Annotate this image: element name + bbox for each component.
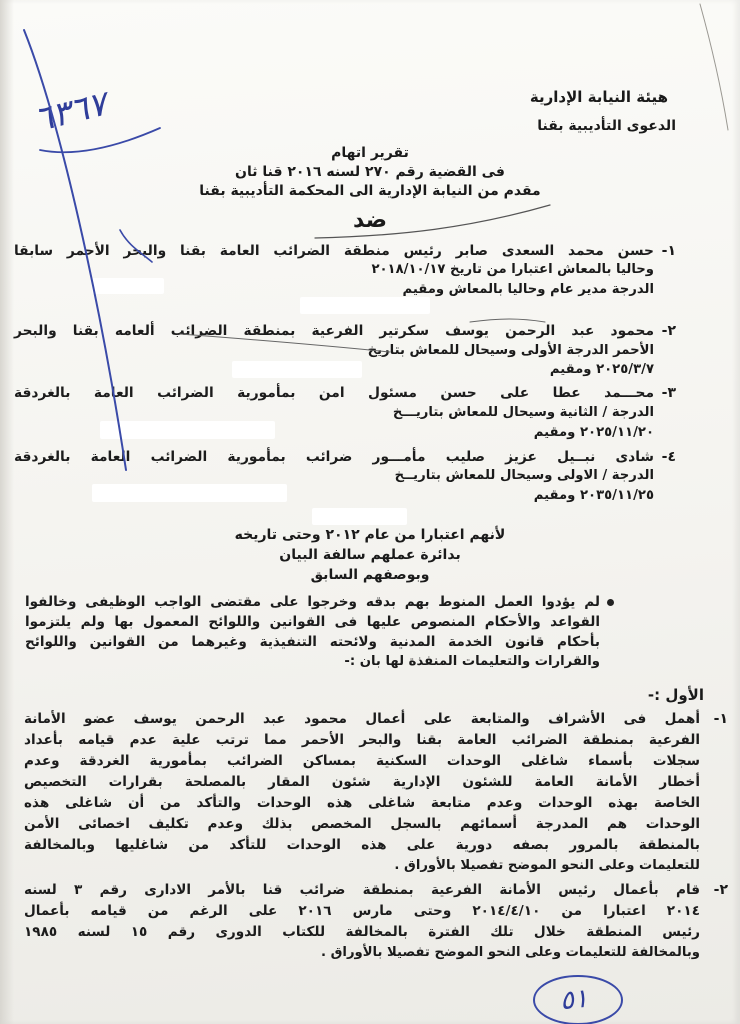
paragraph-line: والقرارات والتعليمات المنفذة لها بان :- — [344, 654, 600, 669]
handwritten-number: ٦٣٦٧ — [30, 83, 111, 141]
defendant-number: ٤- — [661, 449, 676, 465]
item-number: ٢- — [713, 882, 728, 898]
pen-stroke — [470, 319, 545, 322]
defendant-line: محـــمد عطا على حسن مسئول امن بمأمورية الضرائب العامة بالغردقة — [14, 385, 654, 401]
org-name: هيئة النيابة الإدارية — [529, 88, 668, 106]
defendant-line: الدرجة / الاولى وسيحال للمعاش بتاريــخ — [394, 468, 654, 483]
item-line: رئيس المنطقة خلال تلك الفترة بالمخالفة للكتاب الدورى رقم ١٥ لسنه ١٩٨٥ — [24, 924, 700, 940]
defendant-number: ٣- — [661, 385, 676, 401]
pen-underline — [40, 128, 160, 152]
item-line: وبالمخالفة للتعليمات وعلى النحو الموضح تفصيلا بالأوراق . — [321, 945, 700, 960]
pen-stroke — [180, 334, 390, 352]
case-number: فى القضية رقم ٢٧٠ لسنه ٢٠١٦ قنا ثان — [235, 164, 505, 180]
item-line: للتعليمات وعلى النحو الموضح تفصيلا بالأوراق . — [394, 858, 700, 873]
role-line: وبوصفهم السابق — [310, 567, 430, 583]
defendant-line: شادى نبــيل عزيز صليب مأمـــور ضرائب بمأمورية الضرائب العامة بالغردقة — [14, 449, 654, 465]
item-number: ١- — [713, 711, 728, 727]
defendant-line: حسن محمد السعدى صابر رئيس منطقة الضرائب العامة بقنا والبحر الأحمر سابقا — [14, 243, 654, 259]
item-line: أخطار الأمانة العامة للشئون الإدارية شئون المقار بالمصلحة بقرارات التخصيص — [24, 774, 700, 790]
pen-stroke — [315, 205, 550, 238]
page-fold-line — [700, 4, 728, 130]
item-line: بالمنطقة بالمرور بصفه دورية على هذه الوحدات للتأكد من شاغليها وبالمخالفة — [24, 837, 700, 853]
handwritten-page-number: ٥١ — [558, 983, 590, 1017]
item-line: أهمل فى الأشراف والمتابعة على أعمال محمود عبد الرحمن يوسف عضو الأمانة — [24, 711, 700, 727]
defendant-line: ٢٠٢٥/١١/٢٠ ومقيم — [533, 425, 654, 440]
item-line: ٢٠١٤ اعتبارا من ٢٠١٤/٤/١٠ وحتى مارس ٢٠١٦ على الرغم من قيامه بأعمال — [24, 903, 700, 919]
defendant-line: الأحمر الدرجة الأولى وسيحال للمعاش بتاريخ — [367, 343, 654, 358]
period-line: لأنهم اعتبارا من عام ٢٠١٢ وحتى تاريخه — [234, 527, 506, 543]
item-line: الفرعية بمنطقة الضرائب العامة بقنا والبحر الأحمر مما ترتب علية عدم قيامه بأعداد — [24, 732, 700, 748]
defendant-number: ١- — [661, 243, 676, 259]
defendant-line: الدرجة مدير عام وحاليا بالمعاش ومقيم — [402, 282, 654, 297]
item-line: قام بأعمال رئيس الأمانة الفرعية بمنطقة ضرائب قنا بالأمر الادارى رقم ٣ لسنه — [24, 882, 700, 898]
defendant-line: الدرجة / الثانية وسيحال للمعاش بتاريـــخ — [392, 405, 654, 420]
defendant-line: ٢٠٢٥/٣/٧ ومقيم — [549, 362, 654, 377]
report-heading: تقرير اتهام — [331, 145, 409, 161]
department-name: الدعوى التأديبية بقنا — [537, 118, 676, 134]
item-line: الخاصة بهذه الوحدات وعدم متابعة شاغلى هذه الوحدات والتأكد من أن شاغلى هذه — [24, 795, 700, 811]
scope-line: بدائرة عملهم سالفة البيان — [279, 547, 461, 563]
against-label: ضد — [353, 208, 387, 233]
item-line: الوحدات هم المدرجة أسمائهم بالسجل المخصص بذلك وعدم تكليف اخصائى الأمن — [24, 816, 700, 832]
paragraph-line: لم يؤدوا العمل المنوط بهم بدقه وخرجوا على مقتضى الواجب الوظيفى وخالفوا — [25, 594, 600, 610]
item-line: سجلات بأسماء شاغلى الوحدات السكنية بمساكن الضرائب بمأمورية الغردقة وعدم — [24, 753, 700, 769]
pen-circle — [534, 976, 622, 1024]
defendant-line: محمود عبد الرحمن يوسف سكرتير الفرعية بمنطقة الضرائب ألعامه بقنا والبحر — [14, 323, 654, 339]
paragraph-line: بأحكام قانون الخدمة المدنية ولائحته التنفيذية وغيرهما من القوانين واللوائح — [25, 634, 600, 650]
paragraph-line: القواعد والأحكام المنصوص عليها فى القوانين واللوائح المعمول بها ولم يلتزموا — [25, 614, 600, 630]
pen-stroke — [24, 30, 126, 470]
pen-stroke — [120, 230, 152, 262]
defendant-number: ٢- — [661, 323, 676, 339]
section-heading: الأول :- — [647, 686, 704, 704]
defendant-line: وحاليا بالمعاش اعتبارا من تاريخ ٢٠١٨/١٠/١٧ — [371, 262, 654, 277]
submitted-by: مقدم من النيابة الإدارية الى المحكمة التأديبية بقنا — [199, 183, 541, 199]
defendant-line: ٢٠٣٥/١١/٢٥ ومقيم — [533, 488, 654, 503]
